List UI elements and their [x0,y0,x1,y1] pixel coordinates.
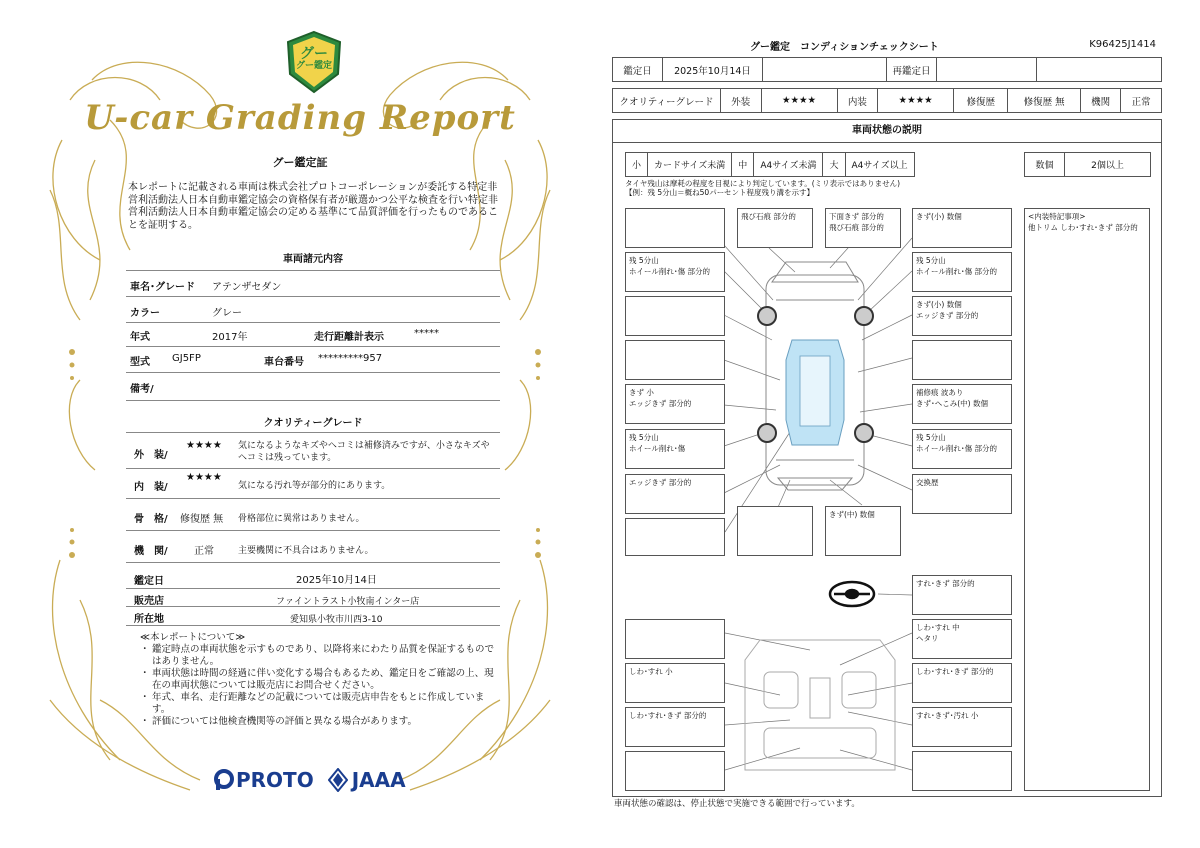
frame-rating: 修復歴 無 [180,514,224,525]
model-value: GJ5FP [172,353,201,364]
exterior-label: 外 装/ [134,450,168,461]
count-label: 数個 [1025,153,1065,177]
damage-box [625,518,725,556]
sheet-title: グー鑑定 コンディションチェックシート [750,42,939,53]
proto-mark-icon [214,769,234,791]
engine-label: 機関 [1080,89,1121,113]
color-value: グレー [212,308,242,319]
size-large-label: 大 [823,153,845,177]
size-small-label: 小 [626,153,648,177]
date-value: 2025年10月14日 [663,58,763,82]
interior-label: 内装 [837,89,878,113]
exterior-rating: ★★★★ [761,89,837,113]
steering-wheel-icon [830,582,874,606]
damage-box [912,340,1012,380]
divider [126,498,500,499]
exterior-label: 外装 [721,89,762,113]
mileage-label: 走行距離計表示 [314,332,384,343]
dealer-label: 販売店 [134,596,164,607]
engine-rating: 正常 [194,546,214,557]
date-table [612,57,1162,82]
dealer-value: ファイントラスト小牧南インター店 [276,597,420,607]
proto-logo [214,768,314,792]
damage-box: 残 5分山 ホイール削れ･傷 部分的 [625,252,725,292]
size-small-desc: カードサイズ未満 [648,153,732,177]
jaaa-mark-icon [328,768,348,792]
damage-box: 飛び石痕 部分的 [737,208,813,248]
divider [126,322,500,323]
certificate-title: グー鑑定証 [272,156,328,169]
jaaa-wordmark: JAAA [351,768,406,792]
document-id: K96425J1414 [1089,39,1156,50]
tire-hint-line2: 【例：残 5分山＝概ね50パーセント程度残り溝を示す】 [625,188,815,197]
frame-comment: 骨格部位に異常はありません。 [238,514,365,524]
divider [126,346,500,347]
repair-label: 修復歴 [954,89,1008,113]
divider [126,432,500,433]
remarks-label: 備考/ [130,384,154,395]
interior-damage-box [625,619,725,659]
inspection-date-label: 鑑定日 [134,576,164,587]
divider [126,270,500,271]
inspection-date-value: 2025年10月14日 [296,575,377,586]
condition-section-title: 車両状態の説明 [612,119,1162,143]
note-item: ・ 車両状態は時間の経過に伴い変化する場合もあるため、鑑定日をご確認の上、現在の車両状態については販売店にお問合せください。 [140,668,500,692]
divider [126,606,500,607]
divider [126,530,500,531]
damage-box: きず(小) 数個 エッジきず 部分的 [912,296,1012,336]
engine-comment: 主要機関に不具合はありません。 [238,546,374,556]
name-label: 車名･グレード [130,282,195,293]
damage-box: きず(中) 数個 [825,506,901,556]
mileage-value: ***** [414,328,439,339]
interior-rating: ★★★★ [186,472,222,483]
redate-label: 再鑑定日 [887,58,937,82]
date-extra-cell [1037,58,1162,82]
damage-box: 残 5分山 ホイール削れ･傷 部分的 [912,252,1012,292]
damage-box: 残 5分山 ホイール削れ･傷 [625,429,725,469]
svg-text:グー: グー [300,46,328,62]
divider [126,400,500,401]
divider [126,296,500,297]
damage-box: 交換歴 [912,474,1012,514]
interior-damage-box [625,751,725,791]
repair-value: 修復歴 無 [1008,89,1080,113]
name-value: アテンザセダン [212,282,282,293]
year-value: 2017年 [212,332,248,343]
divider [126,372,500,373]
frame-label: 骨 格/ [134,514,168,525]
damage-box [625,296,725,336]
date-blank [763,58,887,82]
year-label: 年式 [130,332,150,343]
divider [126,625,500,626]
engine-label: 機 関/ [134,546,168,557]
interior-damage-box: すれ･きず 部分的 [912,575,1012,615]
interior-damage-box: しわ･すれ 中 ヘタリ [912,619,1012,659]
interior-damage-box: しわ･すれ･きず 部分的 [912,663,1012,703]
size-legend [625,152,915,177]
interior-label: 内 装/ [134,482,168,493]
note-item: ・ 評価については他検査機関等の評価と異なる場合があります。 [140,716,500,728]
size-medium-desc: A4サイズ未満 [754,153,823,177]
damage-box: エッジきず 部分的 [625,474,725,514]
interior-damage-box: しわ･すれ･きず 部分的 [625,707,725,747]
certificate-body: 本レポートに記載される車両は株式会社プロトコーポレーションが委託する特定非営利活動法人日本自動車鑑定協会の資格保有者が厳選かつ公平な検査を行い特定非営利活動法人日本自動車鑑定協会の定める基準にて品質評価を行ったものであることを証明する。 [128,182,498,231]
proto-wordmark: PROTO [236,768,314,792]
badge-label: グー鑑定 [295,61,332,71]
interior-comment: 気になる汚れ等が部分的にあります。 [238,481,391,491]
chassis-label: 車台番号 [264,357,304,368]
size-medium-label: 中 [732,153,754,177]
exterior-rating: ★★★★ [186,440,222,451]
address-value: 愛知県小牧市川西3-10 [290,615,383,625]
damage-box [625,208,725,248]
size-large-desc: A4サイズ以上 [845,153,914,177]
chassis-value: *********957 [318,353,383,364]
count-legend [1024,152,1151,177]
color-label: カラー [130,308,160,319]
engine-value: 正常 [1121,89,1162,113]
damage-box: きず(小) 数個 [912,208,1012,248]
damage-box: きず 小 エッジきず 部分的 [625,384,725,424]
spec-section-title: 車両諸元内容 [283,254,343,265]
count-value: 2個以上 [1065,153,1151,177]
interior-notes-box [1024,208,1150,791]
notes-title: ≪本レポートについて≫ [140,632,246,643]
grade-label: クオリティーグレード [613,89,721,113]
damage-box [737,506,813,556]
address-label: 所在地 [134,614,164,625]
tire-hint [625,179,900,197]
damage-box [625,340,725,380]
jaaa-logo [328,768,406,792]
date-label: 鑑定日 [613,58,663,82]
interior-rating: ★★★★ [878,89,954,113]
grade-table [612,88,1162,113]
report-script-title: U-car Grading Report [84,98,516,138]
tire-hint-line1: タイヤ残山は摩耗の程度を目視により判定しています。(ミリ表示ではありません) [625,179,901,188]
divider [126,468,500,469]
model-label: 型式 [130,357,150,368]
footer-logos [214,768,406,792]
interior-damage-box: しわ･すれ 小 [625,663,725,703]
interior-notes-title: <内装特記事項> [1028,212,1086,221]
interior-notes-value: 他トリム しわ･すれ･きず 部分的 [1028,223,1138,232]
redate-value [937,58,1037,82]
interior-damage-box: すれ･きず･汚れ 小 [912,707,1012,747]
damage-box: 残 5分山 ホイール削れ･傷 部分的 [912,429,1012,469]
footer-note: 車両状態の確認は、停止状態で実施できる範囲で行っています。 [614,799,860,809]
exterior-comment: 気になるようなキズやヘコミは補修済みですが、小さなキズやヘコミは残っています。 [238,441,490,463]
divider [126,588,500,589]
interior-damage-box [912,751,1012,791]
divider [126,562,500,563]
report-notes [140,632,500,728]
damage-box: 補修痕 波あり きず･へこみ(中) 数個 [912,384,1012,424]
damage-box: 下面きず 部分的 飛び石痕 部分的 [825,208,901,248]
note-item: ・ 年式、車名、走行距離などの記載については販売店申告をもとに作成しています。 [140,692,500,716]
note-item: ・ 鑑定時点の車両状態を示すものであり、以降将来にわたり品質を保証するものではありません。 [140,644,500,668]
quality-section-title: クオリティーグレード [263,418,363,429]
